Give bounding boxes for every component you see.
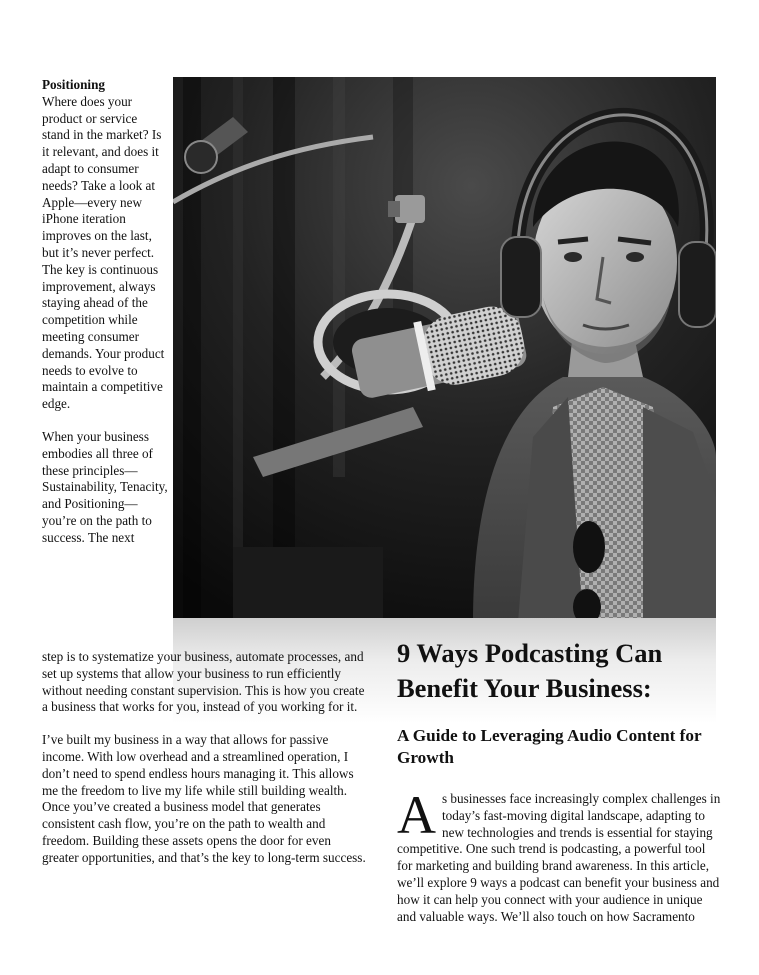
article-subtitle: A Guide to Leveraging Audio Content for Growth — [397, 726, 702, 767]
article-title: 9 Ways Podcasting Can Benefit Your Business: — [397, 638, 663, 703]
systematize-paragraph: step is to systematize your business, automate processes, and set up systems that allow your business to run efficiently without needing constant supervision. This is how you create a business that works for you, instead of you working for it. — [42, 649, 365, 715]
drop-cap: A — [397, 785, 436, 845]
podcaster-photo — [173, 77, 716, 622]
positioning-paragraph — [42, 77, 168, 413]
passive-income-paragraph: I’ve built my business in a way that allows for passive income. With low overhead and a streamlined operation, I don’t need to spend endless hours managing it. This allows me the freedom to live my life while still building wealth. Once you’ve created a business model that generates consistent cash flow, you’re on the path to wealth and freedom. Building these assets opens the door for even greater opportunities, and that’s the key to long-term success. — [42, 732, 366, 865]
positioning-heading: Positioning — [42, 77, 106, 92]
principles-paragraph: When your business embodies all three of these principles— Sustainability, Tenacity, and Positioning— you’re on the path to success. The next — [42, 428, 168, 545]
podcaster-photo-illustration — [173, 77, 716, 622]
article-intro-text: s businesses face increasingly complex challenges in today’s fast-moving digital landscape, adapting to new technologies and trends is essential for staying competitive. One such trend is podcasting, a powerful tool for marketing and building brand awareness. In this article, we’ll explore 9 ways a podcast can benefit your business and how it can help you connect with your audience in unique and valuable ways. We’ll also touch on how Sacramento — [397, 791, 721, 924]
positioning-text: Where does your product or service stand in the market? Is it relevant, and does it adapt to consumer needs? Take a look at Apple—every new iPhone iteration improves on the last, but it’s never perfect. The key is continuous improvement, always staying ahead of the competition while meeting consumer demands. Your product needs to evolve to maintain a competitive edge. — [42, 93, 165, 412]
article-intro — [397, 785, 722, 925]
left-wide-column — [42, 649, 368, 867]
article-column — [397, 636, 722, 925]
left-narrow-column — [42, 77, 168, 547]
